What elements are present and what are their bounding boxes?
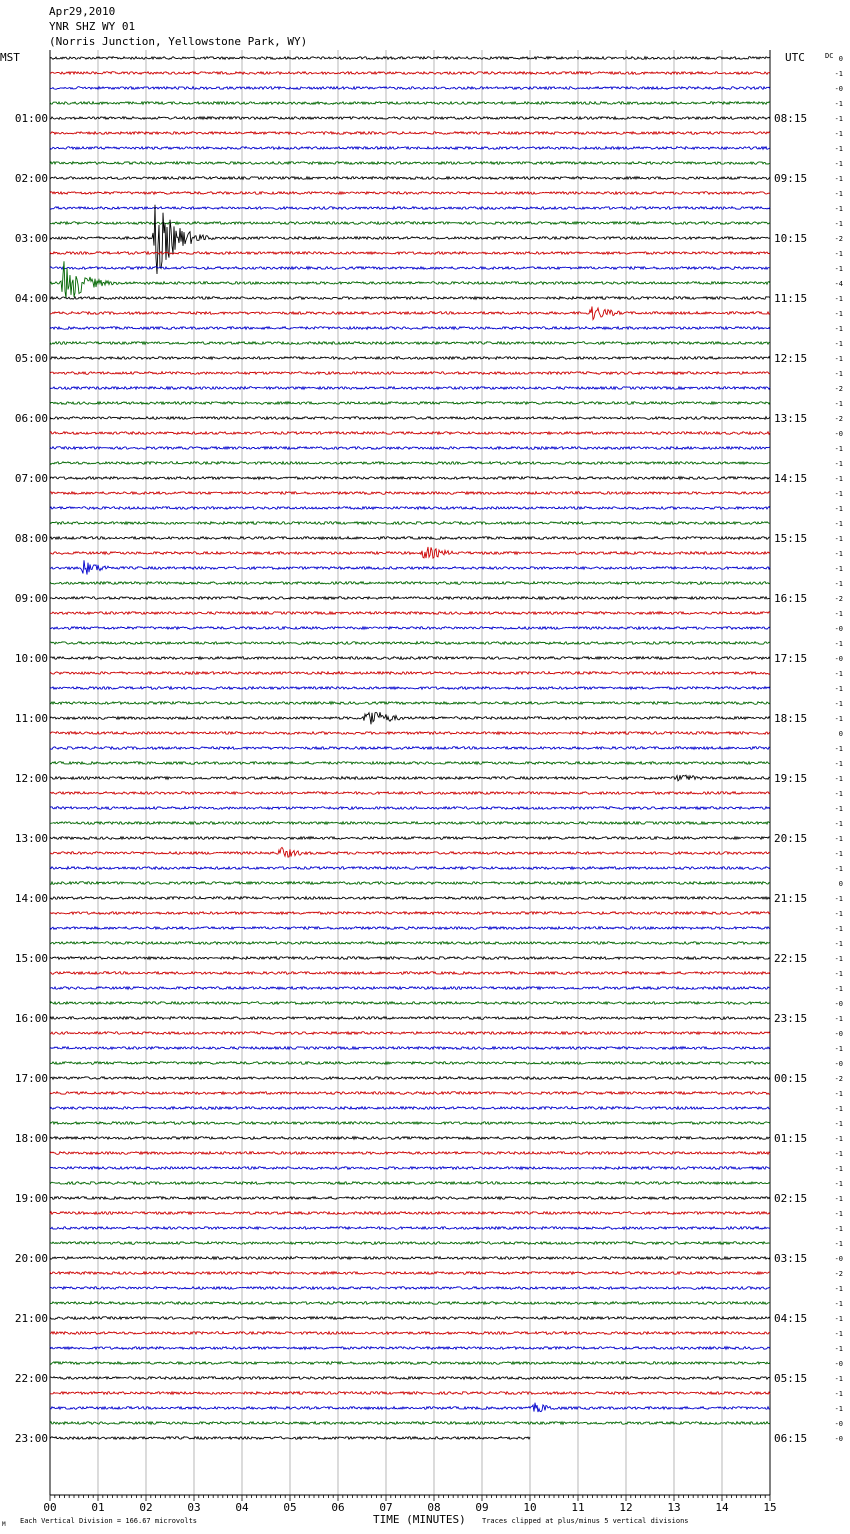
dc-offset-10: -1 [834, 205, 843, 213]
dc-offset-78: -1 [834, 1225, 843, 1233]
trace-19 [50, 342, 770, 345]
mst-hour-16:00: 16:00 [14, 1012, 48, 1025]
dc-offset-46: -1 [834, 745, 843, 753]
x-tick-label-13: 13 [667, 1501, 681, 1514]
utc-hour-17:15: 17:15 [774, 652, 808, 665]
dc-offset-90: -1 [834, 1405, 843, 1413]
utc-hour-09:15: 09:15 [774, 172, 808, 185]
mst-hour-labels [15, 112, 48, 1445]
dc-offset-19: -1 [834, 340, 843, 348]
trace-37 [50, 612, 770, 615]
trace-26 [50, 447, 770, 450]
trace-31 [50, 522, 770, 525]
dc-offset-70: -1 [834, 1105, 843, 1113]
trace-27 [50, 462, 770, 465]
dc-offset-74: -1 [834, 1165, 843, 1173]
x-tick-label-02: 02 [139, 1501, 153, 1514]
dc-offset-2: -0 [834, 85, 843, 93]
trace-55 [50, 882, 770, 885]
trace-71 [50, 1122, 770, 1125]
trace-3 [50, 102, 770, 105]
trace-7 [50, 162, 770, 165]
utc-hour-02:15: 02:15 [774, 1192, 808, 1205]
trace-57 [50, 912, 770, 915]
utc-hour-13:15: 13:15 [774, 412, 808, 425]
dc-offset-11: -1 [834, 220, 843, 228]
dc-offset-30: -1 [834, 505, 843, 513]
dc-offset-40: -0 [834, 655, 843, 663]
x-tick-label-14: 14 [715, 1501, 729, 1514]
mst-hour-05:00: 05:00 [14, 352, 48, 365]
dc-offset-27: -1 [834, 460, 843, 468]
trace-42 [50, 687, 770, 690]
dc-offset-85: -1 [834, 1330, 843, 1338]
dc-offset-62: -1 [834, 985, 843, 993]
dc-offset-49: -1 [834, 790, 843, 798]
dc-offset-59: -1 [834, 940, 843, 948]
dc-offset-50: -1 [834, 805, 843, 813]
dc-offset-26: -1 [834, 445, 843, 453]
x-tick-label-07: 07 [379, 1501, 393, 1514]
trace-16 [50, 297, 770, 300]
dc-offset-82: -1 [834, 1285, 843, 1293]
mst-hour-01:00: 01:00 [14, 112, 48, 125]
utc-hour-18:15: 18:15 [774, 712, 808, 725]
trace-30 [50, 507, 770, 510]
dc-offset-28: -1 [834, 475, 843, 483]
mst-hour-22:00: 22:00 [14, 1372, 48, 1385]
dc-offset-33: -1 [834, 550, 843, 558]
dc-offset-56: -1 [834, 895, 843, 903]
date-label: Apr29,2010 [49, 5, 116, 18]
mst-hour-07:00: 07:00 [14, 472, 48, 485]
utc-hour-03:15: 03:15 [774, 1252, 808, 1265]
trace-33 [50, 547, 770, 558]
dc-offset-53: -1 [834, 850, 843, 858]
x-tick-label-10: 10 [523, 1501, 537, 1514]
dc-offset-65: -0 [834, 1030, 843, 1038]
dc-offset-73: -1 [834, 1150, 843, 1158]
mst-hour-03:00: 03:00 [14, 232, 48, 245]
mst-hour-15:00: 15:00 [14, 952, 48, 965]
trace-39 [50, 642, 770, 645]
dc-offset-77: -1 [834, 1210, 843, 1218]
x-tick-label-09: 09 [475, 1501, 489, 1514]
trace-11 [50, 222, 770, 225]
trace-35 [50, 582, 770, 585]
utc-hour-06:15: 06:15 [774, 1432, 808, 1445]
trace-14 [50, 267, 770, 270]
x-tick-label-01: 01 [91, 1501, 105, 1514]
dc-offset-0: 0 [838, 55, 843, 63]
x-tick-label-08: 08 [427, 1501, 441, 1514]
trace-23 [50, 402, 770, 405]
trace-32 [50, 537, 770, 540]
dc-offset-61: -1 [834, 970, 843, 978]
dc-offset-69: -1 [834, 1090, 843, 1098]
utc-hour-11:15: 11:15 [774, 292, 808, 305]
trace-2 [50, 87, 770, 90]
trace-28 [50, 477, 770, 480]
trace-67 [50, 1062, 770, 1065]
trace-51 [50, 822, 770, 825]
trace-1 [50, 72, 770, 75]
dc-offset-51: -1 [834, 820, 843, 828]
dc-offset-45: 0 [838, 730, 843, 738]
dc-offset-91: -0 [834, 1420, 843, 1428]
trace-65 [50, 1032, 770, 1035]
seismic-traces [50, 57, 770, 1440]
x-axis [43, 1495, 776, 1514]
trace-12 [50, 205, 770, 274]
mst-hour-23:00: 23:00 [14, 1432, 48, 1445]
utc-hour-labels [774, 112, 807, 1445]
dc-offset-66: -1 [834, 1045, 843, 1053]
utc-hour-10:15: 10:15 [774, 232, 808, 245]
trace-36 [50, 597, 770, 600]
trace-0 [50, 57, 770, 60]
scale-note: Each Vertical Division = 166.67 microvolts [20, 1517, 198, 1525]
dc-offset-18: -1 [834, 325, 843, 333]
x-tick-label-05: 05 [283, 1501, 297, 1514]
trace-53 [50, 847, 770, 857]
dc-offset-81: -2 [834, 1270, 843, 1278]
mst-hour-14:00: 14:00 [14, 892, 48, 905]
dc-offset-60: -1 [834, 955, 843, 963]
dc-offset-13: -1 [834, 250, 843, 258]
dc-offset-84: -1 [834, 1315, 843, 1323]
dc-offset-57: -1 [834, 910, 843, 918]
trace-76 [50, 1197, 770, 1200]
dc-offset-43: -1 [834, 700, 843, 708]
mst-hour-21:00: 21:00 [14, 1312, 48, 1325]
trace-79 [50, 1242, 770, 1245]
trace-58 [50, 927, 770, 930]
dc-label: DC [825, 52, 834, 60]
dc-offset-12: -2 [834, 235, 843, 243]
utc-hour-08:15: 08:15 [774, 112, 808, 125]
mst-hour-10:00: 10:00 [14, 652, 48, 665]
dc-offset-47: -1 [834, 760, 843, 768]
dc-offset-20: -1 [834, 355, 843, 363]
trace-70 [50, 1107, 770, 1110]
mst-hour-06:00: 06:00 [14, 412, 48, 425]
dc-offset-6: -1 [834, 145, 843, 153]
mst-hour-02:00: 02:00 [14, 172, 48, 185]
dc-offset-21: -1 [834, 370, 843, 378]
x-tick-label-11: 11 [571, 1501, 585, 1514]
dc-offset-39: -1 [834, 640, 843, 648]
dc-offset-37: -1 [834, 610, 843, 618]
trace-18 [50, 327, 770, 330]
trace-54 [50, 867, 770, 870]
mst-label: MST [0, 51, 20, 64]
mst-hour-17:00: 17:00 [14, 1072, 48, 1085]
trace-4 [50, 117, 770, 120]
dc-offset-89: -1 [834, 1390, 843, 1398]
mst-hour-19:00: 19:00 [14, 1192, 48, 1205]
location-label: (Norris Junction, Yellowstone Park, WY) [49, 35, 308, 48]
dc-offset-5: -1 [834, 130, 843, 138]
trace-82 [50, 1287, 770, 1290]
dc-offset-64: -1 [834, 1015, 843, 1023]
dc-offset-23: -1 [834, 400, 843, 408]
trace-80 [50, 1257, 770, 1260]
dc-offset-16: -1 [834, 295, 843, 303]
dc-offset-48: -1 [834, 775, 843, 783]
dc-offset-8: -1 [834, 175, 843, 183]
dc-offset-15: -4 [834, 280, 843, 288]
dc-offset-88: -1 [834, 1375, 843, 1383]
mst-hour-08:00: 08:00 [14, 532, 48, 545]
utc-hour-19:15: 19:15 [774, 772, 808, 785]
utc-hour-04:15: 04:15 [774, 1312, 808, 1325]
dc-offset-14: -1 [834, 265, 843, 273]
trace-15 [50, 261, 770, 298]
trace-87 [50, 1362, 770, 1365]
dc-offset-52: -1 [834, 835, 843, 843]
trace-17 [50, 307, 770, 320]
utc-hour-12:15: 12:15 [774, 352, 808, 365]
clip-note: Traces clipped at plus/minus 5 vertical divisions [482, 1517, 689, 1525]
dc-offset-87: -0 [834, 1360, 843, 1368]
trace-50 [50, 807, 770, 810]
dc-offset-54: -1 [834, 865, 843, 873]
trace-34 [50, 560, 770, 574]
trace-48 [50, 775, 770, 781]
dc-offset-55: 0 [838, 880, 843, 888]
trace-44 [50, 712, 770, 724]
dc-offset-80: -0 [834, 1255, 843, 1263]
dc-offset-75: -1 [834, 1180, 843, 1188]
trace-72 [50, 1137, 770, 1140]
trace-66 [50, 1047, 770, 1050]
mst-hour-12:00: 12:00 [14, 772, 48, 785]
trace-60 [50, 957, 770, 960]
dc-offset-34: -1 [834, 565, 843, 573]
x-tick-label-12: 12 [619, 1501, 633, 1514]
utc-hour-15:15: 15:15 [774, 532, 808, 545]
dc-offset-92: -0 [834, 1435, 843, 1443]
dc-offset-67: -0 [834, 1060, 843, 1068]
utc-hour-00:15: 00:15 [774, 1072, 808, 1085]
trace-24 [50, 417, 770, 420]
trace-88 [50, 1377, 770, 1380]
trace-89 [50, 1392, 770, 1395]
x-axis-title: TIME (MINUTES) [373, 1513, 466, 1526]
dc-offset-68: -2 [834, 1075, 843, 1083]
mst-hour-09:00: 09:00 [14, 592, 48, 605]
trace-45 [50, 732, 770, 735]
trace-69 [50, 1092, 770, 1095]
trace-46 [50, 747, 770, 750]
dc-offset-17: -1 [834, 310, 843, 318]
dc-offset-9: -1 [834, 190, 843, 198]
trace-8 [50, 177, 770, 180]
utc-hour-22:15: 22:15 [774, 952, 808, 965]
mst-hour-04:00: 04:00 [14, 292, 48, 305]
trace-63 [50, 1002, 770, 1005]
time-gridlines [50, 50, 770, 1495]
trace-25 [50, 432, 770, 435]
dc-offset-42: -1 [834, 685, 843, 693]
trace-38 [50, 627, 770, 630]
dc-offset-83: -1 [834, 1300, 843, 1308]
trace-9 [50, 192, 770, 195]
dc-offset-58: -1 [834, 925, 843, 933]
trace-43 [50, 702, 770, 705]
dc-offset-72: -1 [834, 1135, 843, 1143]
trace-84 [50, 1317, 770, 1320]
trace-47 [50, 762, 770, 765]
mst-hour-13:00: 13:00 [14, 832, 48, 845]
dc-offset-22: -2 [834, 385, 843, 393]
utc-hour-20:15: 20:15 [774, 832, 808, 845]
dc-offset-63: -0 [834, 1000, 843, 1008]
utc-label: UTC [785, 51, 805, 64]
dc-offset-7: -1 [834, 160, 843, 168]
trace-41 [50, 672, 770, 675]
trace-62 [50, 987, 770, 990]
trace-56 [50, 897, 770, 900]
trace-83 [50, 1302, 770, 1305]
dc-offset-24: -2 [834, 415, 843, 423]
trace-77 [50, 1212, 770, 1215]
utc-hour-05:15: 05:15 [774, 1372, 808, 1385]
station-label: YNR SHZ WY 01 [49, 20, 136, 33]
dc-offset-3: -1 [834, 100, 843, 108]
dc-offset-38: -0 [834, 625, 843, 633]
dc-offset-36: -2 [834, 595, 843, 603]
trace-68 [50, 1077, 770, 1080]
dc-offset-76: -1 [834, 1195, 843, 1203]
trace-75 [50, 1182, 770, 1185]
dc-offset-79: -1 [834, 1240, 843, 1248]
trace-74 [50, 1167, 770, 1170]
dc-offset-44: -1 [834, 715, 843, 723]
trace-85 [50, 1332, 770, 1335]
trace-73 [50, 1152, 770, 1155]
trace-52 [50, 837, 770, 840]
dc-offset-25: -0 [834, 430, 843, 438]
trace-49 [50, 792, 770, 795]
dc-offset-31: -1 [834, 520, 843, 528]
dc-offset-1: -1 [834, 70, 843, 78]
trace-6 [50, 147, 770, 150]
x-tick-label-06: 06 [331, 1501, 345, 1514]
mst-hour-11:00: 11:00 [14, 712, 48, 725]
dc-offset-71: -1 [834, 1120, 843, 1128]
trace-81 [50, 1272, 770, 1275]
dc-offset-labels [835, 55, 843, 1443]
dc-offset-41: -1 [834, 670, 843, 678]
trace-10 [50, 207, 770, 210]
mst-hour-20:00: 20:00 [14, 1252, 48, 1265]
x-tick-label-00: 00 [43, 1501, 57, 1514]
dc-offset-35: -1 [834, 580, 843, 588]
x-tick-label-03: 03 [187, 1501, 201, 1514]
mst-hour-18:00: 18:00 [14, 1132, 48, 1145]
trace-21 [50, 372, 770, 375]
dc-offset-86: -1 [834, 1345, 843, 1353]
trace-29 [50, 492, 770, 495]
utc-hour-23:15: 23:15 [774, 1012, 808, 1025]
trace-5 [50, 132, 770, 135]
trace-90 [50, 1403, 770, 1412]
trace-78 [50, 1227, 770, 1230]
trace-86 [50, 1347, 770, 1350]
dc-offset-32: -1 [834, 535, 843, 543]
x-tick-label-04: 04 [235, 1501, 249, 1514]
utc-hour-21:15: 21:15 [774, 892, 808, 905]
trace-59 [50, 942, 770, 945]
trace-40 [50, 657, 770, 660]
trace-91 [50, 1422, 770, 1425]
trace-64 [50, 1017, 770, 1020]
x-tick-label-15: 15 [763, 1501, 777, 1514]
utc-hour-01:15: 01:15 [774, 1132, 808, 1145]
utc-hour-16:15: 16:15 [774, 592, 808, 605]
trace-61 [50, 972, 770, 975]
dc-offset-29: -1 [834, 490, 843, 498]
utc-hour-14:15: 14:15 [774, 472, 808, 485]
trace-22 [50, 387, 770, 390]
trace-20 [50, 357, 770, 360]
dc-offset-4: -1 [834, 115, 843, 123]
corner-mark: M [2, 1521, 6, 1528]
